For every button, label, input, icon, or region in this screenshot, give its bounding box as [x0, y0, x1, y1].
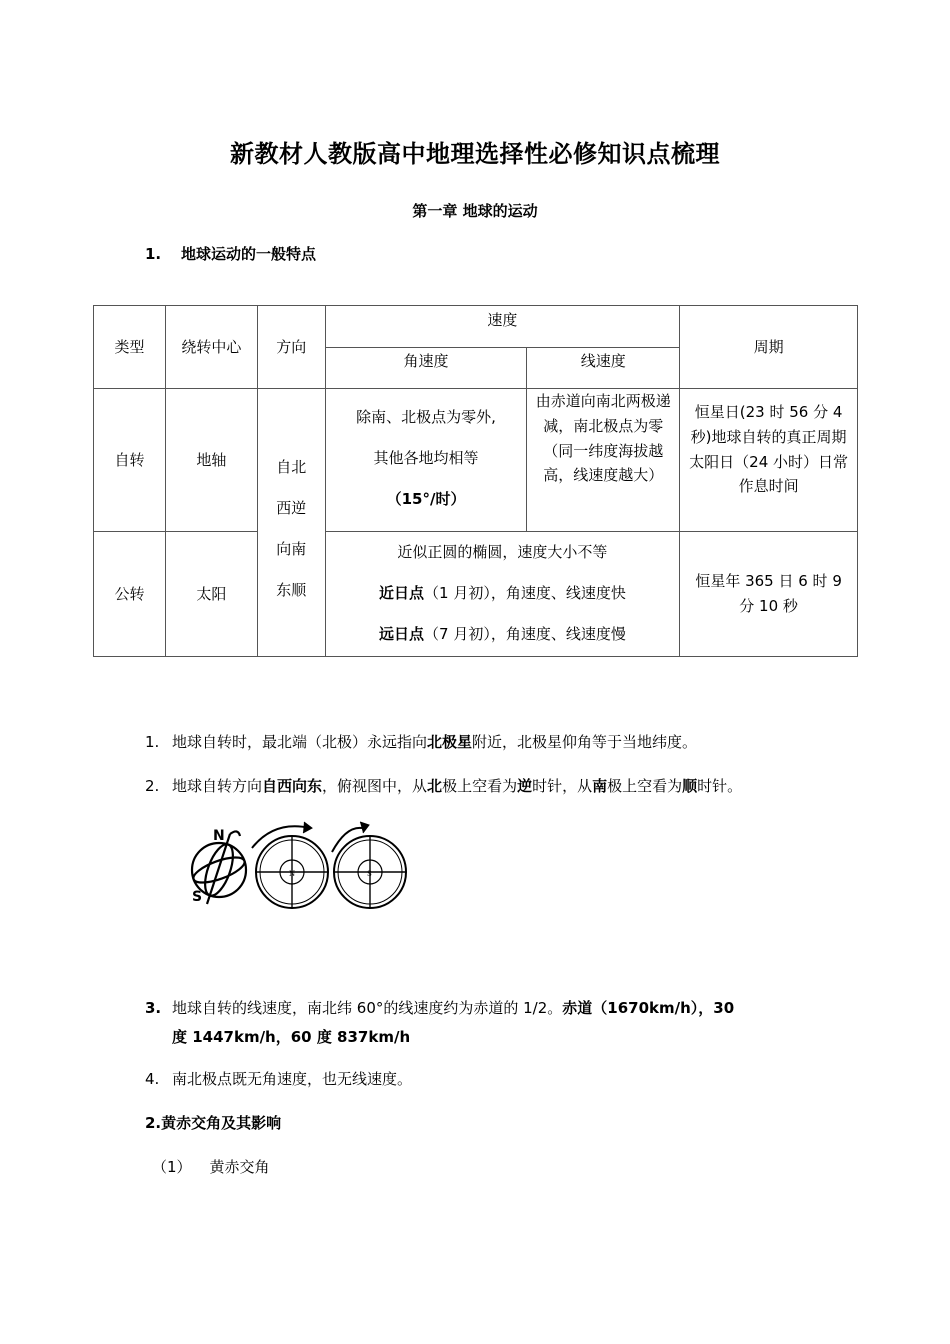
revolution-center: 太阳 [165, 532, 257, 657]
header-type: 类型 [94, 306, 166, 389]
section-number: 1. [145, 245, 162, 263]
point-4: 4. 南北极点既无角速度，也无线速度。 [145, 1070, 413, 1088]
header-direction: 方向 [257, 306, 325, 389]
point-1: 1. 地球自转时，最北端（北极）永远指向北极星附近，北极星仰角等于当地纬度。 [145, 733, 698, 751]
south-pole-view-icon [332, 822, 406, 908]
revolution-type: 公转 [94, 532, 166, 657]
chapter-heading: 第一章 地球的运动 [412, 202, 538, 220]
rotation-period: 恒星日(23 时 56 分 4 秒)地球自转的真正周期太阳日（24 小时）日常作息时间 [680, 389, 858, 532]
earth-rotation-figure [186, 820, 412, 912]
rotation-center: 地轴 [165, 389, 257, 532]
revolution-speed: 近似正圆的椭圆，速度大小不等 近日点（1 月初），角速度、线速度快 远日点（7 月初），角速度、线速度慢 [325, 532, 680, 657]
header-center: 绕转中心 [165, 306, 257, 389]
north-pole-view-icon [252, 822, 328, 908]
direction-cell: 自北 西逆 向南 东顺 [257, 389, 325, 657]
south-label: S [367, 870, 372, 878]
north-label: N [289, 870, 296, 878]
section-2-heading: 2.黄赤交角及其影响 [145, 1114, 282, 1132]
page-title: 新教材人教版高中地理选择性必修知识点梳理 [230, 140, 720, 168]
point-3: 3. 地球自转的线速度，南北纬 60°的线速度约为赤道的 1/2。赤道（1670km/h），30 度 1447km/h，60 度 837km/h [145, 999, 735, 1046]
header-period: 周期 [680, 306, 858, 389]
revolution-period: 恒星年 365 日 6 时 9 分 10 秒 [680, 532, 858, 657]
globe-n-label: N [213, 828, 225, 844]
header-speed: 速度 [325, 306, 680, 348]
globe-s-label: S [192, 889, 203, 905]
rotation-angular-speed: 除南、北极点为零外, 其他各地均相等 （15°/时） [325, 389, 527, 532]
rotation-linear-speed: 由赤道向南北两极递减，南北极点为零（同一纬度海拔越高，线速度越大） [527, 389, 680, 532]
header-angular-speed: 角速度 [325, 348, 527, 389]
subsection-heading: （1） 黄赤交角 [152, 1158, 270, 1176]
point-2: 2. 地球自转方向自西向东，俯视图中，从北极上空看为逆时针，从南极上空看为顺时针。 [145, 777, 743, 795]
header-linear-speed: 线速度 [527, 348, 680, 389]
section-heading [145, 243, 316, 264]
section-title: 地球运动的一般特点 [181, 245, 317, 263]
rotation-type: 自转 [94, 389, 166, 532]
earth-motion-table [93, 305, 858, 657]
